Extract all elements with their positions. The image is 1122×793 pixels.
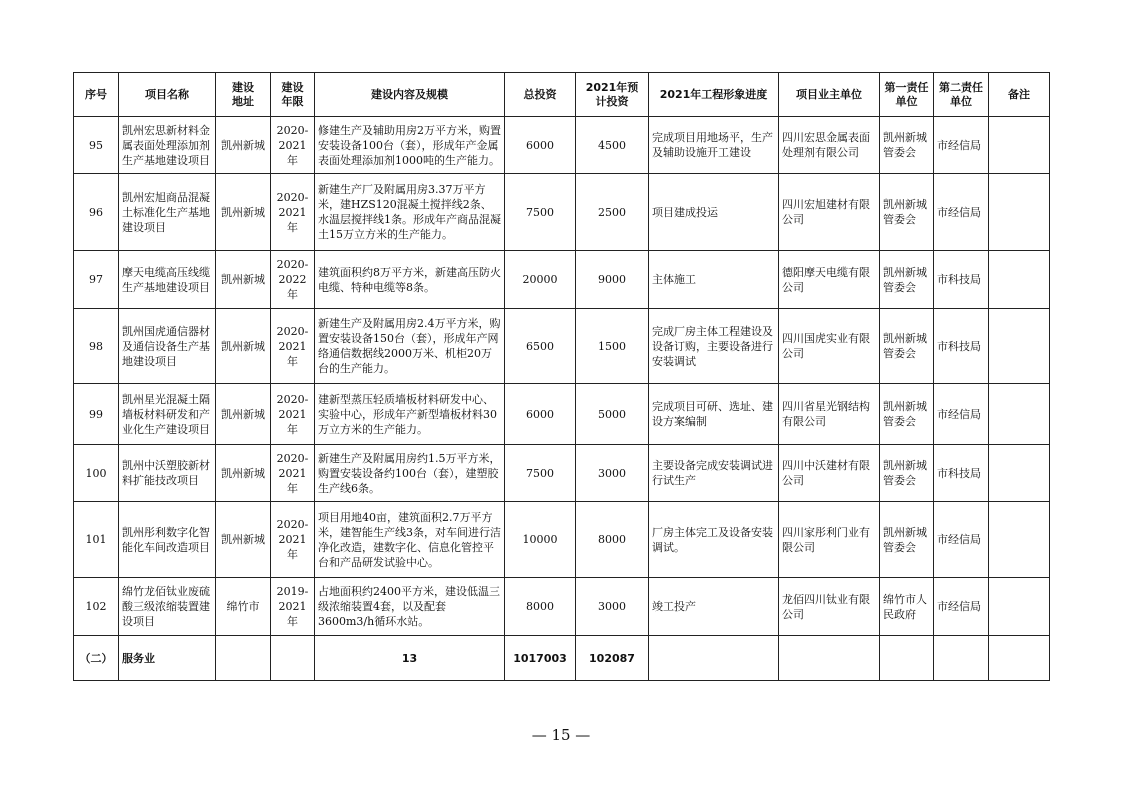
- cell-plan2021: 2500: [576, 174, 649, 251]
- subtotal-count: 13: [315, 636, 505, 681]
- cell-period: 2020-2021年: [271, 174, 315, 251]
- cell-owner: 四川宏旭建材有限公司: [779, 174, 880, 251]
- page-number: — 15 —: [531, 726, 591, 744]
- header-owner: 项目业主单位: [779, 73, 880, 117]
- table-row: [74, 251, 1050, 309]
- header-site: [216, 73, 271, 117]
- cell-period: 2020-2021年: [271, 117, 315, 174]
- cell-plan2021: 1500: [576, 309, 649, 384]
- cell-resp1: 凯州新城管委会: [880, 309, 934, 384]
- cell-content: 建筑面积约8万平方米，新建高压防火电缆、特种电缆等8条。: [315, 251, 505, 309]
- subtotal-site: [216, 636, 271, 681]
- cell-resp2: 市经信局: [934, 174, 989, 251]
- cell-site: 凯州新城: [216, 117, 271, 174]
- cell-site: 凯州新城: [216, 445, 271, 502]
- cell-progress: 完成厂房主体工程建设及设备订购，主要设备进行安装调试: [649, 309, 779, 384]
- cell-name: 绵竹龙佰钛业废硫酸三级浓缩装置建设项目: [119, 578, 216, 636]
- cell-content: 新建生产及附属用房约1.5万平方米，购置安装设备约100台（套），建塑胶生产线6条。: [315, 445, 505, 502]
- cell-owner: 德阳摩天电缆有限公司: [779, 251, 880, 309]
- cell-progress: 完成项目用地场平，生产及辅助设施开工建设: [649, 117, 779, 174]
- header-plan2021: [576, 73, 649, 117]
- cell-content: 项目用地40亩，建筑面积2.7万平方米，建智能生产线3条，对车间进行洁净化改造，建数字化、信息化管控平台和产品研发试验中心。: [315, 502, 505, 578]
- subtotal-owner: [779, 636, 880, 681]
- cell-total: 6500: [505, 309, 576, 384]
- cell-period: 2020-2021年: [271, 309, 315, 384]
- cell-site: 凯州新城: [216, 251, 271, 309]
- subtotal-period: [271, 636, 315, 681]
- cell-site: 凯州新城: [216, 309, 271, 384]
- cell-name: 凯州宏旭商品混凝土标准化生产基地建设项目: [119, 174, 216, 251]
- subtotal-no: （二）: [74, 636, 119, 681]
- cell-progress: 项目建成投运: [649, 174, 779, 251]
- cell-plan2021: 9000: [576, 251, 649, 309]
- cell-plan2021: 4500: [576, 117, 649, 174]
- subtotal-total: 1017003: [505, 636, 576, 681]
- cell-owner: 龙佰四川钛业有限公司: [779, 578, 880, 636]
- subtotal-note: [989, 636, 1050, 681]
- cell-plan2021: 8000: [576, 502, 649, 578]
- cell-progress: 主体施工: [649, 251, 779, 309]
- subtotal-resp1: [880, 636, 934, 681]
- cell-period: 2019-2021年: [271, 578, 315, 636]
- table-row: [74, 174, 1050, 251]
- cell-owner: 四川宏思金属表面处理剂有限公司: [779, 117, 880, 174]
- cell-owner: 四川中沃建材有限公司: [779, 445, 880, 502]
- project-table: [73, 72, 1050, 681]
- header-resp1-text: 第一责任单位: [884, 80, 929, 108]
- cell-content: 占地面积约2400平方米，建设低温三级浓缩装置4套，以及配套3600m3/h循环水站。: [315, 578, 505, 636]
- cell-resp2: 市科技局: [934, 251, 989, 309]
- cell-no: 97: [74, 251, 119, 309]
- subtotal-plan2021: 102087: [576, 636, 649, 681]
- cell-resp2: 市科技局: [934, 309, 989, 384]
- cell-site: 凯州新城: [216, 502, 271, 578]
- cell-site: 绵竹市: [216, 578, 271, 636]
- cell-total: 6000: [505, 117, 576, 174]
- table-row: [74, 117, 1050, 174]
- cell-note: [989, 578, 1050, 636]
- cell-no: 98: [74, 309, 119, 384]
- cell-total: 8000: [505, 578, 576, 636]
- cell-period: 2020-2021年: [271, 445, 315, 502]
- table-row: [74, 578, 1050, 636]
- cell-resp1: 凯州新城管委会: [880, 384, 934, 445]
- cell-resp1: 凯州新城管委会: [880, 502, 934, 578]
- cell-total: 7500: [505, 445, 576, 502]
- cell-content: 修建生产及辅助用房2万平方米，购置安装设备100台（套），形成年产金属表面处理添加剂1000吨的生产能力。: [315, 117, 505, 174]
- cell-total: 10000: [505, 502, 576, 578]
- cell-resp1: 凯州新城管委会: [880, 117, 934, 174]
- cell-resp1: 凯州新城管委会: [880, 251, 934, 309]
- cell-resp1: 绵竹市人民政府: [880, 578, 934, 636]
- cell-owner: 四川省星光钢结构有限公司: [779, 384, 880, 445]
- cell-plan2021: 5000: [576, 384, 649, 445]
- subtotal-name: 服务业: [119, 636, 216, 681]
- header-resp2-text: 第二责任单位: [939, 80, 983, 108]
- cell-site: 凯州新城: [216, 384, 271, 445]
- header-plan2021-text: 2021年预计投资: [585, 80, 639, 108]
- cell-note: [989, 251, 1050, 309]
- cell-no: 101: [74, 502, 119, 578]
- header-name: 项目名称: [119, 73, 216, 117]
- cell-period: 2020-2021年: [271, 502, 315, 578]
- table-row: [74, 445, 1050, 502]
- cell-progress: 厂房主体完工及设备安装调试。: [649, 502, 779, 578]
- cell-content: 新建生产厂及附属用房3.37万平方米，建HZS120混凝土搅拌线2条、水温层搅拌线1条。形成年产商品混凝土15万立方米的生产能力。: [315, 174, 505, 251]
- cell-content: 新建生产及附属用房2.4万平方米，购置安装设备150台（套），形成年产网络通信数据线2000万米、机柜20万台的生产能力。: [315, 309, 505, 384]
- subtotal-progress: [649, 636, 779, 681]
- cell-note: [989, 174, 1050, 251]
- header-total: 总投资: [505, 73, 576, 117]
- subtotal-resp2: [934, 636, 989, 681]
- header-note: 备注: [989, 73, 1050, 117]
- cell-period: 2020-2022年: [271, 251, 315, 309]
- header-content: 建设内容及规模: [315, 73, 505, 117]
- cell-resp2: 市经信局: [934, 117, 989, 174]
- cell-resp2: 市经信局: [934, 578, 989, 636]
- cell-name: 凯州中沃塑胶新材料扩能技改项目: [119, 445, 216, 502]
- cell-no: 102: [74, 578, 119, 636]
- cell-no: 100: [74, 445, 119, 502]
- cell-owner: 四川家彤利门业有限公司: [779, 502, 880, 578]
- cell-no: 96: [74, 174, 119, 251]
- cell-resp2: 市经信局: [934, 502, 989, 578]
- cell-owner: 四川国虎实业有限公司: [779, 309, 880, 384]
- table-row: [74, 384, 1050, 445]
- cell-note: [989, 384, 1050, 445]
- cell-resp2: 市经信局: [934, 384, 989, 445]
- subtotal-row: [74, 636, 1050, 681]
- cell-progress: 竣工投产: [649, 578, 779, 636]
- cell-name: 凯州国虎通信器材及通信设备生产基地建设项目: [119, 309, 216, 384]
- cell-progress: 完成项目可研、选址、建设方案编制: [649, 384, 779, 445]
- cell-content: 建新型蒸压轻质墙板材料研发中心、实验中心，形成年产新型墙板材料30万立方米的生产能力。: [315, 384, 505, 445]
- header-period: [271, 73, 315, 117]
- cell-resp1: 凯州新城管委会: [880, 174, 934, 251]
- header-resp2: [934, 73, 989, 117]
- cell-site: 凯州新城: [216, 174, 271, 251]
- cell-period: 2020-2021年: [271, 384, 315, 445]
- header-progress: 2021年工程形象进度: [649, 73, 779, 117]
- cell-plan2021: 3000: [576, 578, 649, 636]
- cell-resp2: 市科技局: [934, 445, 989, 502]
- cell-no: 95: [74, 117, 119, 174]
- cell-note: [989, 117, 1050, 174]
- cell-name: 凯州彤利数字化智能化车间改造项目: [119, 502, 216, 578]
- cell-resp1: 凯州新城管委会: [880, 445, 934, 502]
- table-row: [74, 502, 1050, 578]
- cell-note: [989, 502, 1050, 578]
- table-row: [74, 309, 1050, 384]
- header-site-text: 建设地址: [232, 80, 254, 108]
- header-no: 序号: [74, 73, 119, 117]
- cell-total: 7500: [505, 174, 576, 251]
- cell-plan2021: 3000: [576, 445, 649, 502]
- cell-name: 凯州宏思新材料金属表面处理添加剂生产基地建设项目: [119, 117, 216, 174]
- header-resp1: [880, 73, 934, 117]
- cell-name: 凯州星光混凝土隔墙板材料研发和产业化生产建设项目: [119, 384, 216, 445]
- cell-progress: 主要设备完成安装调试进行试生产: [649, 445, 779, 502]
- cell-total: 20000: [505, 251, 576, 309]
- cell-note: [989, 309, 1050, 384]
- cell-note: [989, 445, 1050, 502]
- table-header-row: [74, 73, 1050, 117]
- cell-total: 6000: [505, 384, 576, 445]
- cell-no: 99: [74, 384, 119, 445]
- cell-name: 摩天电缆高压线缆生产基地建设项目: [119, 251, 216, 309]
- header-period-text: 建设年限: [281, 80, 304, 108]
